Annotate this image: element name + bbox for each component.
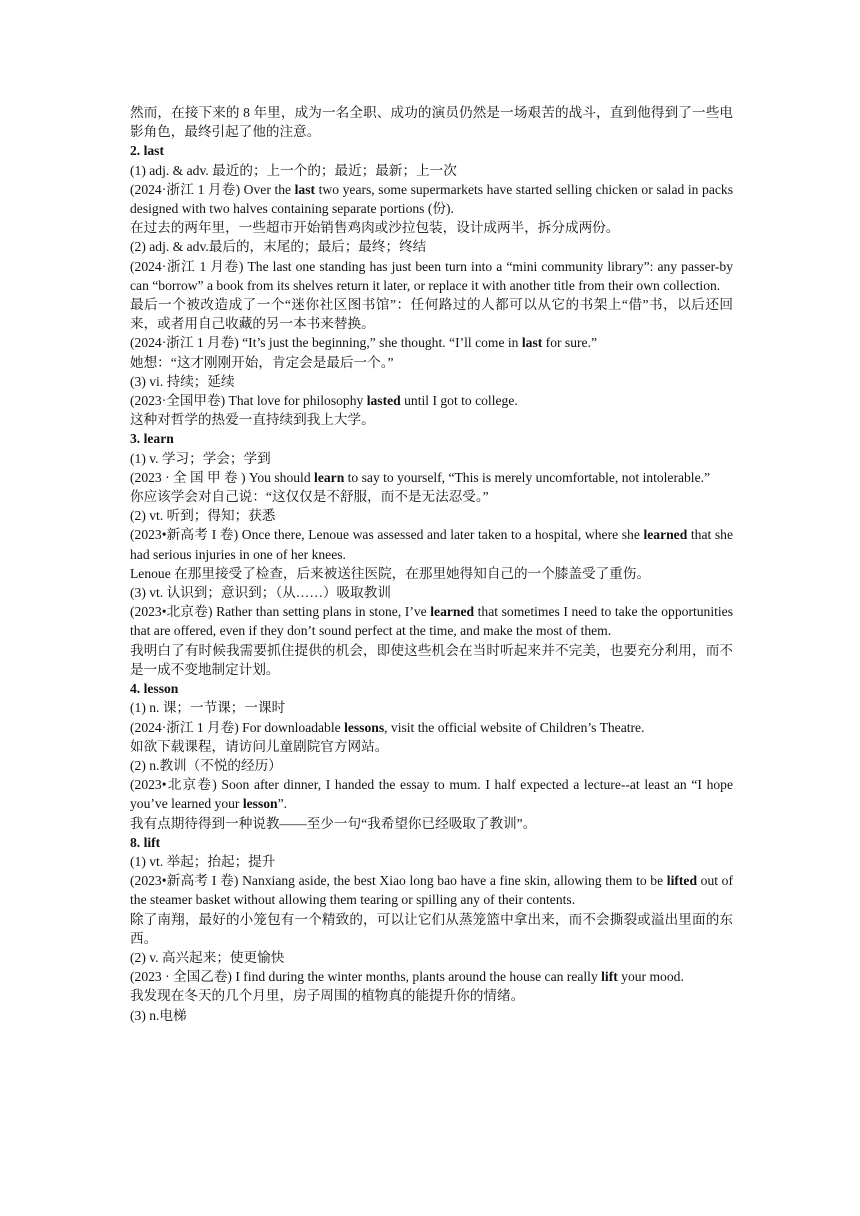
definition: (2) vt. 听到；得知；获悉	[130, 508, 276, 524]
keyword: lift	[601, 969, 618, 985]
keyword: lesson	[242, 796, 278, 812]
example-sentence: (2023·全国甲卷) That love for philosophy lasted until I got to college.	[130, 393, 518, 409]
example-sentence: (2023•北京卷) Soon after dinner, I handed the essay to mum. I half expected a lecture--at least an “I hope you’ve learned your lesson”.	[130, 777, 733, 812]
example-sentence: (2023•新高考 I 卷) Nanxiang aside, the best Xiao long bao have a fine skin, allowing them to be lifted out of the steamer basket without allowing them tearing or spilling any of their contents.	[130, 873, 733, 908]
definition: (3) n.电梯	[130, 1007, 187, 1023]
entry-heading-lift: 8. lift	[130, 834, 161, 850]
paragraph-translation: 然而，在接下来的 8 年里，成为一名全职、成功的演员仍然是一场艰苦的战斗，直到他得到了一些电影角色，最终引起了他的注意。	[130, 105, 733, 140]
example-translation: 她想：“这才刚刚开始，肯定会是最后一个。”	[130, 354, 394, 370]
definition: (2) n.教训（不悦的经历）	[130, 757, 282, 773]
keyword: lessons	[344, 719, 385, 735]
example-translation: Lenoue 在那里接受了检查，后来被送往医院，在那里她得知自己的一个膝盖受了重伤。	[130, 565, 650, 581]
example-translation: 这种对哲学的热爱一直持续到我上大学。	[130, 412, 375, 428]
definition: (1) adj. & adv. 最近的；上一个的；最近；最新；上一次	[130, 162, 457, 178]
definition: (3) vi. 持续；延续	[130, 373, 235, 389]
example-translation: 除了南翔，最好的小笼包有一个精致的，可以让它们从蒸笼篮中拿出来，而不会撕裂或溢出里面的东西。	[130, 911, 733, 946]
definition: (1) n. 课；一节课；一课时	[130, 700, 286, 716]
example-translation: 你应该学会对自己说：“这仅仅是不舒服，而不是无法忍受。”	[130, 489, 489, 505]
keyword: learned	[643, 527, 688, 543]
definition: (2) adj. & adv.最后的，末尾的；最后；最终；终结	[130, 239, 427, 255]
definition: (2) v. 高兴起来；使更愉快	[130, 949, 285, 965]
example-sentence: (2023•北京卷) Rather than setting plans in stone, I’ve learned that sometimes I need to take the opportunities that are offered, even if they don’t sound perfect at the time, and make the most of them.	[130, 604, 733, 639]
definition: (1) vt. 举起；抬起；提升	[130, 853, 276, 869]
entry-heading-learn: 3. learn	[130, 431, 174, 447]
example-translation: 我有点期待得到一种说教——至少一句“我希望你已经吸取了教训”。	[130, 815, 537, 831]
example-sentence: (2024·浙江 1 月卷) “It’s just the beginning,” she thought. “I’ll come in last for sure.”	[130, 335, 598, 351]
keyword: lifted	[666, 873, 697, 889]
document-page	[130, 103, 733, 1025]
definition: (1) v. 学习；学会；学到	[130, 450, 271, 466]
example-sentence: (2024·浙江 1 月卷) For downloadable lessons, visit the official website of Children’s Theatre.	[130, 719, 645, 735]
example-sentence: (2023 · 全 国 甲 卷 ) You should learn to say to yourself, “This is merely uncomfortable, not intolerable.”	[130, 469, 711, 485]
definition: (3) vt. 认识到；意识到；（从……）吸取教训	[130, 585, 391, 601]
example-sentence: (2023 · 全国乙卷) I find during the winter months, plants around the house can really lift your mood.	[130, 969, 684, 985]
example-translation: 我明白了有时候我需要抓住提供的机会，即使这些机会在当时听起来并不完美，也要充分利用，而不是一成不变地制定计划。	[130, 642, 733, 677]
keyword: learn	[314, 469, 345, 485]
example-translation: 如欲下载课程，请访问儿童剧院官方网站。	[130, 738, 389, 754]
keyword: last	[294, 181, 316, 197]
example-translation: 最后一个被改造成了一个“迷你社区图书馆”：任何路过的人都可以从它的书架上“借”书，以后还回来，或者用自己收藏的另一本书来替换。	[130, 297, 733, 332]
keyword: last	[521, 335, 543, 351]
example-translation: 我发现在冬天的几个月里，房子周围的植物真的能提升你的情绪。	[130, 988, 525, 1004]
example-sentence: (2024·浙江 1 月卷) Over the last two years, some supermarkets have started selling chicken or salad in packs designed with two halves containing separate portions (份).	[130, 181, 733, 217]
example-sentence: (2023•新高考 I 卷) Once there, Lenoue was assessed and later taken to a hospital, where she learned that she had serious injuries in one of her knees.	[130, 527, 734, 562]
example-translation: 在过去的两年里，一些超市开始销售鸡肉或沙拉包装，设计成两半，拆分成两份。	[130, 220, 620, 236]
entry-heading-last: 2. last	[130, 143, 164, 159]
example-sentence: (2024·浙江 1 月卷) The last one standing has just been turn into a “mini community library”: any passer-by can “borrow” a book from its shelves return it later, or replace it with another title from their own collection.	[130, 258, 733, 293]
keyword: lasted	[366, 393, 401, 409]
keyword: learned	[430, 604, 475, 620]
entry-heading-lesson: 4. lesson	[130, 681, 179, 697]
